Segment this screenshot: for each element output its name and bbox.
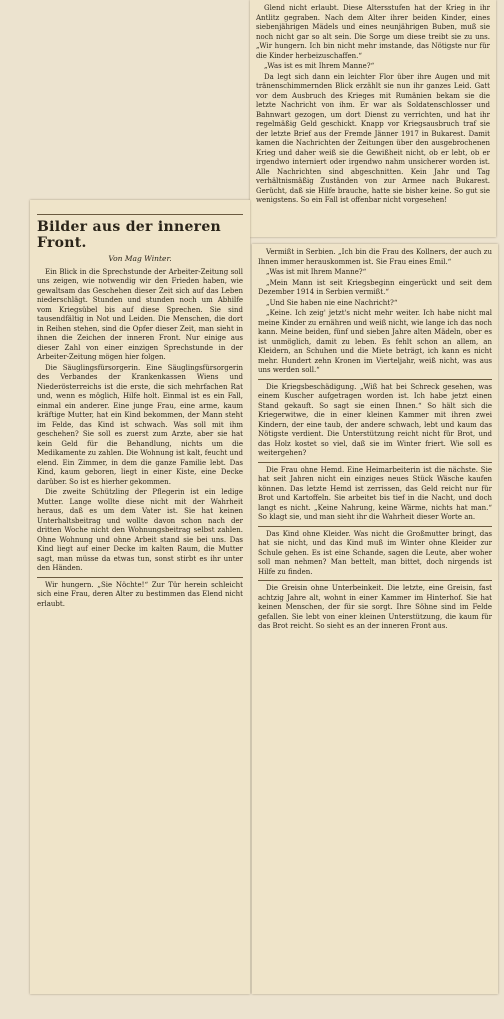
clipping-left-column: [30, 200, 250, 994]
section-divider: [37, 577, 243, 578]
article-headline: Bilder aus der inneren Front.: [37, 214, 243, 251]
section-divider: [258, 379, 492, 380]
section-divider: [258, 580, 492, 581]
paragraph: „Keine. Ich zeig' jetzt's nicht mehr weiter. Ich habe nicht mal meine Kinder zu ernähren und weiß nicht, wie lange ich das noch kann. Meine beiden, fünf und sieben Jahre alten Mädeln, ober es ist unmöglich, damit zu leben. Es fehlt schon an allem, an Kleidern, an Schuhen und die Miete beträgt, ich kann es nicht mehr. Hundert zehn Kronen im Vierteljahr, weiß nicht, was aus uns werden soll.“: [258, 309, 492, 374]
paragraph: Die Kriegsbeschädigung. „Wiß hat bei Schreck gesehen, was einem Kuscher aufgetragen worden ist. Ich habe jetzt einen Stand gekauft. So sagt sie einen Ihnen.“ So hält sich die Kriegerwitwe, die in einer kleinen Kammer mit ihren zwei Kindern, der eine taub, der andere schwach, lebt und kaum das Nötigste verdient. Die Unterstützung reicht nicht für Brot, und das Holz kostet so viel, daß sie im Winter friert. Wie soll es weitergehen?: [258, 382, 492, 457]
clipping-top-right: [250, 0, 496, 237]
article-byline: Von Mag Winter.: [108, 254, 172, 263]
paragraph: Wir hungern. „Sie Nöchte!“ Zur Tür herein schleicht sich eine Frau, deren Alter zu bestimmen das Elend nicht erlaubt.: [37, 580, 243, 608]
paragraph: „Was ist es mit Ihrem Manne?“: [264, 62, 375, 70]
section-divider: [258, 462, 492, 463]
paragraph: Das Kind ohne Kleider. Was nicht die Großmutter bringt, das hat sie nicht, und das Kind muß im Winter ohne Kleider zur Schule gehen. Es ist eine Schande, sagen die Leute, aber woher soll man nehmen? Man bettelt, man bittet, doch nirgends ist Hilfe zu finden.: [258, 529, 492, 576]
paragraph: Glend nicht erlaubt. Diese Altersstufen hat der Krieg in ihr Antlitz gegraben. Nach dem Alter ihrer beiden Kinder, eines siebenjährigen Mädels und eines neunjährigen Buben, muß sie noch nicht gar so alt sein. Die Sorge um diese treibt sie zu uns. „Wir hungern. Ich bin nicht mehr imstande, das Nötigste nur für die Kinder herbeizuschaffen.“: [256, 4, 490, 60]
section-divider: [258, 526, 492, 527]
paragraph: „Was ist mit Ihrem Manne?“: [266, 268, 367, 276]
paragraph: Die Frau ohne Hemd. Eine Heimarbeiterin ist die nächste. Sie hat seit Jahren nicht ein einziges neues Stück Wäsche kaufen können. Das letzte Hemd ist zerrissen, das Geld reicht nur für Brot und Kartoffeln. Sie arbeitet bis tief in die Nacht, und doch langt es nicht. „Keine Nahrung, keine Wärme, nichts hat man.“ So klagt sie, und man sieht ihr die Wahrheit dieser Worte an.: [258, 465, 492, 521]
clipping-right-column: [252, 244, 498, 994]
paragraph: Die Greisin ohne Unterbeinkeit. Die letzte, eine Greisin, fast achtzig Jahre alt, wohnt in einer Kammer im Hinterhof. Sie hat keinen Menschen, der für sie sorgt. Ihre Söhne sind im Felde gefallen. Sie lebt von einer kleinen Unterstützung, die kaum für das Brot reicht. So sieht es an der inneren Front aus.: [258, 584, 492, 630]
paragraph: „Und Sie haben nie eine Nachricht?“: [266, 298, 398, 307]
paragraph: Die Säuglingsfürsorgerin. Eine Säuglingsfürsorgerin des Verbandes der Krankenkassen Wiens und Niederösterreichs ist die erste, die sich mehrfachen Rat und, wenn es möglich, Hilfe holt. Einmal ist es ein Fall, einmal ein anderer. Eine junge Frau, eine arme, kaum kräftige Mutter, hat ein Kind bekommen, der Mann steht im Felde, das Kind ist schwach. Was soll mit ihm geschehen? Sie soll es zuerst zum Arzte, aber sie hat kein Geld für die Behandlung, nichts um die Medikamente zu zahlen. Die Wohnung ist kalt, feucht und elend. Ein Zimmer, in dem die ganze Familie lebt. Das Kind, kaum geboren, liegt in einer Kiste, eine Decke darüber. So ist es hierher gekommen.: [37, 363, 243, 486]
paragraph: Die zweite Schützling der Pflegerin ist ein ledige Mutter. Lange wollte diese nicht mit der Wahrheit heraus, daß es um dem Vater ist. Sie hat keinen Unterhaltsbeitrag und wollte davon schon nach der dritten Woche nicht den Wohnungsbeitrag selbst zahlen. Ohne Wohnung und ohne Arbeit stand sie bei uns. Das Kind liegt auf einer Decke im kalten Raum, die Mutter sagt, man müsse da etwas tun, sonst stirbt es ihr unter den Händen.: [37, 488, 243, 572]
paragraph: Vermißt in Serbien. „Ich bin die Frau des Kollners, der auch zu Ihnen immer herauskommen ist. Sie Frau eines Emil.“: [258, 248, 492, 266]
paragraph: Da legt sich dann ein leichter Flor über ihre Augen und mit tränenschimmernden Blick erzählt sie nun ihr ganzes Leid. Gatt vor dem Ausbruch des Krieges mit Rumänien bekam sie die letzte Nachricht von ihm. Er war als Soldatenschlosser und Bahnwart gezogen, um dort Dienst zu verrichten, und hat ihr regelmäßig Geld geschickt. Knapp vor Kriegsausbruch traf sie der letzte Brief aus der Fremde Jänner 1917 in Bukarest. Damit kamen die Nachrichten der Zeitungen über den ausgebrochenen Krieg und daher weiß sie die Gewißheit nicht, ob er lebt, ob er irgendwo interniert oder irgendwo nahm unsicherer worden ist. Alle Nachrichten sind abgeschnitten. Kein Jahr und Tag verhältnismäßig Zuständen von zur Armee nach Bukarest. Gerücht, daß sie Hilfe brauche, hatte sie bisher keine. So gut sie wenigstens. So ein Fall ist offenbar nicht vorgesehen!: [256, 72, 490, 204]
paragraph: Ein Blick in die Sprechstunde der Arbeiter-Zeitung soll uns zeigen, wie notwendig wir den Frieden haben, wie gewaltsam das Geschehen dieser Zeit sich auf das Leben niederschlägt. Stunden und stunden noch um Abhilfe vom Kriegsübel bis auf diese Sprechen. Sie sind tausendfältig in Not und Leiden. Die Menschen, die dort in Reihen stehen, sind die Opfer dieser Zeit, man sieht in ihnen die Zeichen der inneren Front. Nur einige aus dieser Zahl von einer einzigen Sprechstunde in der Arbeiter-Zeitung mögen hier folgen.: [37, 267, 243, 361]
paragraph: „Mein Mann ist seit Kriegsbeginn eingerückt und seit dem Dezember 1914 in Serbien vermißt.“: [258, 278, 492, 296]
